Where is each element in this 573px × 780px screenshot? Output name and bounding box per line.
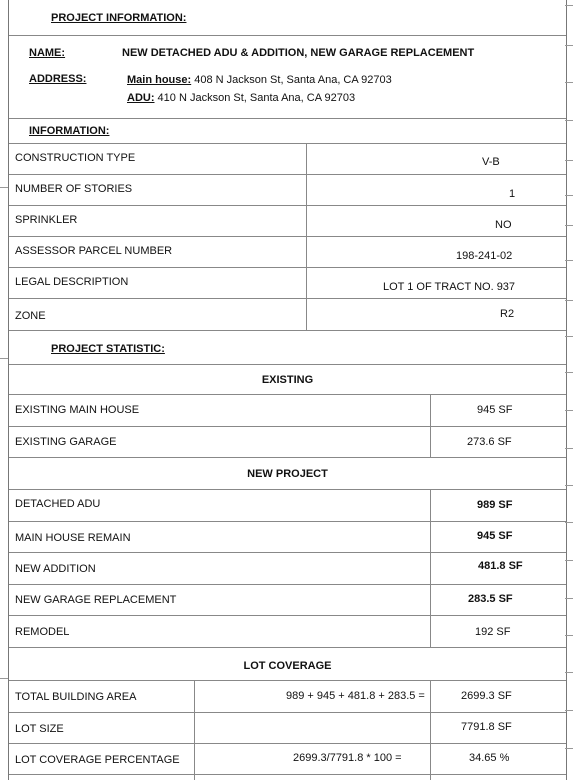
- right-margin-tick: [565, 710, 573, 711]
- divider: [9, 712, 566, 713]
- divider: [9, 174, 566, 175]
- right-margin-tick: [565, 336, 573, 337]
- info-value-zone: R2: [500, 308, 515, 320]
- info-label-number-of-stories: NUMBER OF STORIES: [15, 183, 133, 195]
- main-house-label: Main house:: [127, 74, 192, 86]
- left-margin-tick: [0, 187, 8, 188]
- right-margin-tick: [565, 635, 573, 636]
- lot-formula-total-building-area: 989 + 945 + 481.8 + 283.5 =: [286, 690, 425, 702]
- divider: [9, 364, 566, 365]
- info-label-construction-type: CONSTRUCTION TYPE: [15, 152, 136, 164]
- column-divider: [194, 680, 195, 780]
- divider: [9, 205, 566, 206]
- main-house-address: 408 N Jackson St, Santa Ana, CA 92703: [191, 74, 392, 86]
- new-value-detached-adu: 989 SF: [477, 499, 513, 511]
- column-divider: [430, 394, 431, 457]
- right-margin-tick: [565, 560, 573, 561]
- new-label-detached-adu: DETACHED ADU: [15, 498, 101, 510]
- lot-label-coverage-percentage: LOT COVERAGE PERCENTAGE: [15, 754, 180, 766]
- right-margin-tick: [565, 82, 573, 83]
- project-information-heading: PROJECT INFORMATION:: [51, 12, 187, 24]
- left-margin-tick: [0, 358, 8, 359]
- info-value-number-of-stories: 1: [509, 188, 516, 200]
- right-margin-tick: [565, 410, 573, 411]
- divider: [9, 743, 566, 744]
- info-label-assessor-parcel-number: ASSESSOR PARCEL NUMBER: [15, 245, 173, 257]
- address-label: ADDRESS:: [29, 73, 87, 85]
- lot-value-coverage-percentage: 34.65 %: [469, 752, 510, 764]
- left-margin-tick: [0, 678, 8, 679]
- info-value-construction-type: V-B: [482, 156, 500, 168]
- existing-value-garage: 273.6 SF: [467, 436, 512, 448]
- divider: [9, 680, 566, 681]
- info-label-zone: ZONE: [15, 310, 46, 322]
- adu-address-line: [127, 92, 355, 104]
- divider: [9, 118, 566, 119]
- name-label: NAME:: [29, 47, 66, 59]
- new-project-heading: NEW PROJECT: [247, 468, 328, 480]
- divider: [9, 615, 566, 616]
- column-divider: [430, 680, 431, 780]
- divider: [9, 457, 566, 458]
- info-label-legal-description: LEGAL DESCRIPTION: [15, 276, 129, 288]
- divider: [9, 330, 566, 331]
- right-margin-tick: [565, 748, 573, 749]
- right-margin-tick: [565, 448, 573, 449]
- right-margin-tick: [565, 672, 573, 673]
- adu-address: 410 N Jackson St, Santa Ana, CA 92703: [154, 92, 356, 104]
- project-data-sheet: [8, 0, 567, 780]
- right-margin-tick: [565, 5, 573, 6]
- existing-value-main-house: 945 SF: [477, 404, 513, 416]
- new-value-remodel: 192 SF: [475, 626, 511, 638]
- new-value-new-addition: 481.8 SF: [478, 560, 523, 572]
- info-value-assessor-parcel-number: 198-241-02: [456, 250, 513, 262]
- info-value-sprinkler: NO: [495, 219, 512, 231]
- right-margin-tick: [565, 120, 573, 121]
- divider: [9, 521, 566, 522]
- divider: [9, 774, 566, 775]
- divider: [9, 426, 566, 427]
- existing-label-garage: EXISTING GARAGE: [15, 436, 117, 448]
- lot-formula-coverage-percentage: 2699.3/7791.8 * 100 =: [293, 752, 402, 764]
- new-label-main-house-remain: MAIN HOUSE REMAIN: [15, 532, 131, 544]
- existing-heading: EXISTING: [261, 374, 314, 386]
- right-margin-tick: [565, 225, 573, 226]
- new-label-garage-replacement: NEW GARAGE REPLACEMENT: [15, 594, 177, 606]
- divider: [9, 35, 566, 36]
- main-house-address-line: [127, 74, 392, 86]
- lot-label-total-building-area: TOTAL BUILDING AREA: [15, 691, 137, 703]
- lot-label-lot-size: LOT SIZE: [15, 723, 64, 735]
- right-margin-tick: [565, 195, 573, 196]
- lot-value-total-building-area: 2699.3 SF: [461, 690, 512, 702]
- divider: [9, 394, 566, 395]
- info-label-sprinkler: SPRINKLER: [15, 214, 78, 226]
- new-value-garage-replacement: 283.5 SF: [468, 593, 513, 605]
- right-margin-tick: [565, 45, 573, 46]
- existing-label-main-house: EXISTING MAIN HOUSE: [15, 404, 140, 416]
- information-heading: INFORMATION:: [29, 125, 110, 137]
- right-margin-tick: [565, 300, 573, 301]
- new-value-main-house-remain: 945 SF: [477, 530, 513, 542]
- lot-value-lot-size: 7791.8 SF: [461, 721, 512, 733]
- divider: [9, 267, 566, 268]
- project-name: NEW DETACHED ADU & ADDITION, NEW GARAGE REPLACEMENT: [122, 47, 475, 59]
- new-label-remodel: REMODEL: [15, 626, 70, 638]
- divider: [9, 143, 566, 144]
- right-margin-tick: [565, 160, 573, 161]
- info-value-legal-description: LOT 1 OF TRACT NO. 937: [383, 281, 516, 293]
- lot-coverage-heading: LOT COVERAGE: [243, 660, 332, 672]
- right-margin-tick: [565, 485, 573, 486]
- right-margin-tick: [565, 260, 573, 261]
- right-margin-tick: [565, 598, 573, 599]
- project-statistic-heading: PROJECT STATISTIC:: [51, 343, 165, 355]
- right-margin-tick: [565, 372, 573, 373]
- column-divider: [430, 489, 431, 647]
- column-divider: [306, 143, 307, 330]
- divider: [9, 236, 566, 237]
- divider: [9, 584, 566, 585]
- divider: [9, 552, 566, 553]
- right-margin-tick: [565, 522, 573, 523]
- adu-label: ADU:: [127, 92, 155, 104]
- divider: [9, 298, 566, 299]
- divider: [9, 647, 566, 648]
- new-label-new-addition: NEW ADDITION: [15, 563, 96, 575]
- divider: [9, 489, 566, 490]
